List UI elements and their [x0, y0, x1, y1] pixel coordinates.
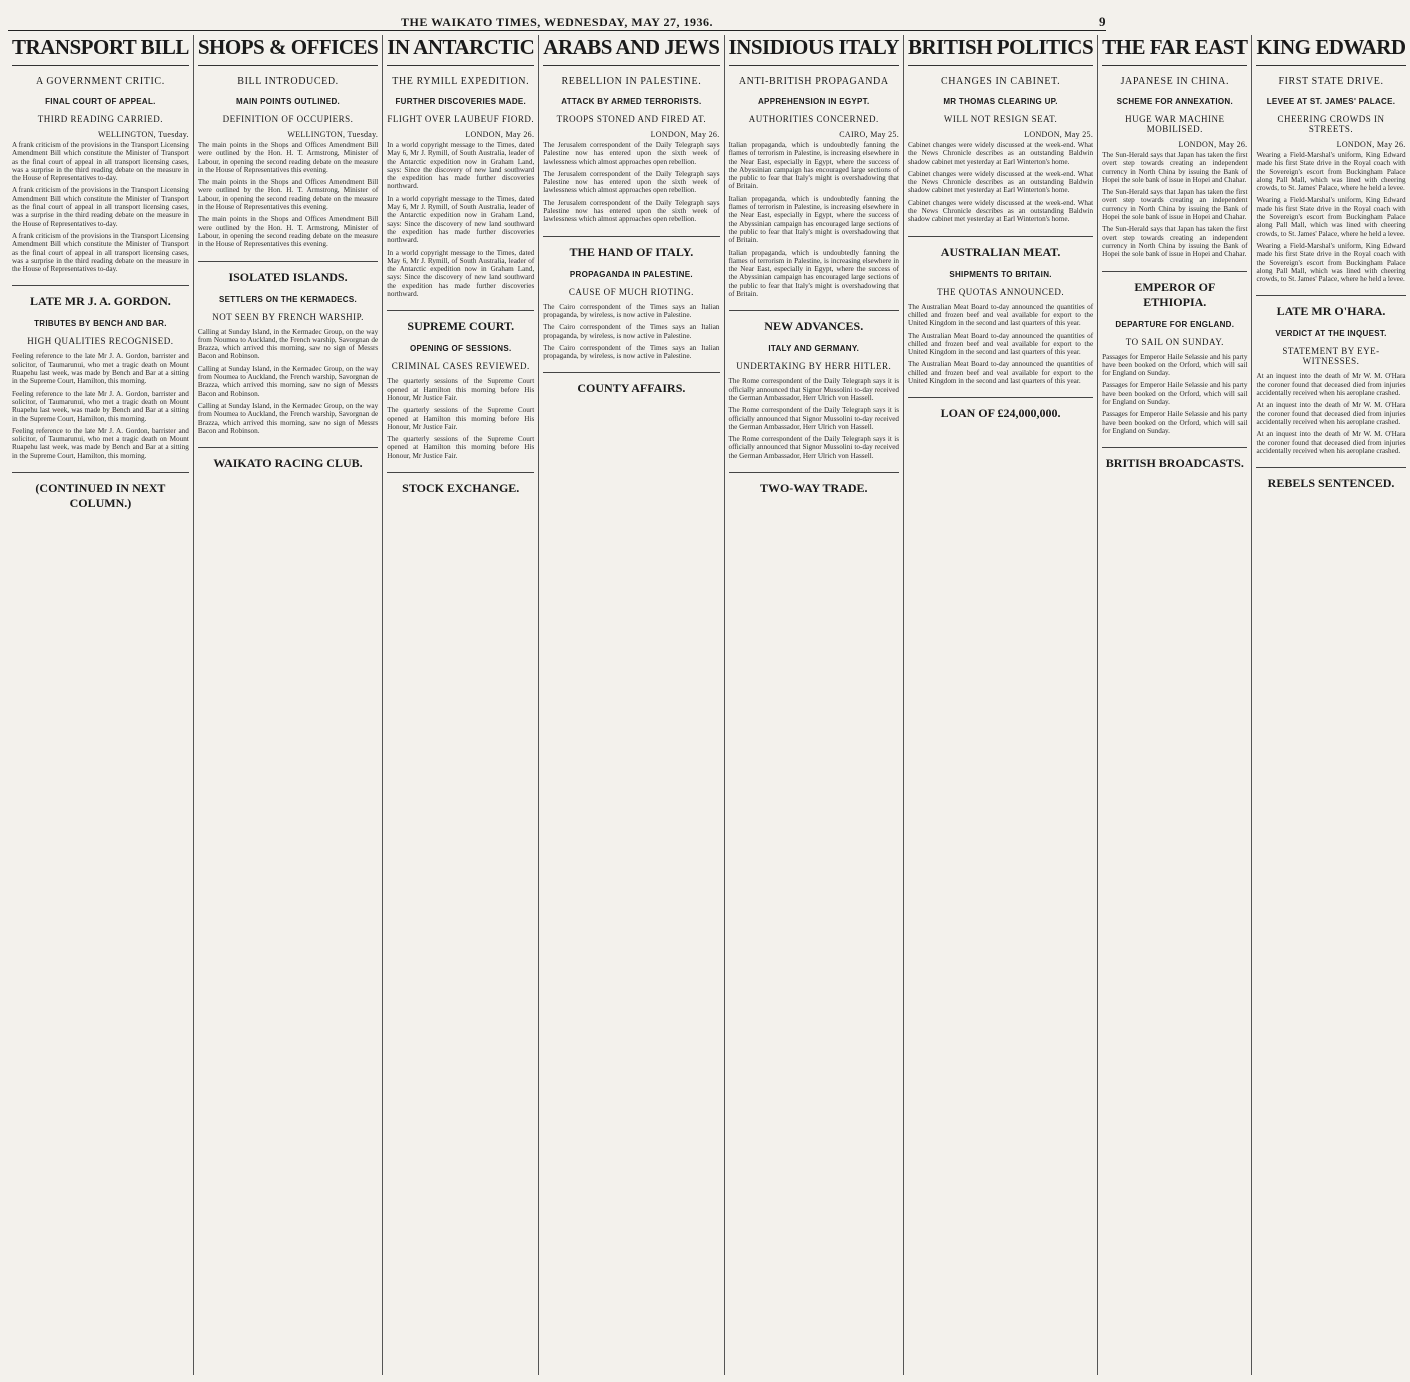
- column-body: Cabinet changes were widely discussed at the week-end. What the News Chronicle describes as an outstanding Baldwin shadow cabinet met yesterday at Earl Winterton's home.: [908, 141, 1094, 166]
- column-footer: (CONTINUED IN NEXT COLUMN.): [12, 472, 189, 511]
- column-dateline: LONDON, May 25.: [1024, 130, 1094, 139]
- story2-body: The Rome correspondent of the Daily Telegraph says it is officially announced that Signor Mussolini to-day received the German Ambassador, Herr Ulrich von Hassell.: [728, 377, 899, 402]
- column-body-repeat: A frank criticism of the provisions in the Transport Licensing Amendment Bill which constitute the Minister of Transport as the final court of appeal in all transport licensing cases, was a surprise in the third reading debate on the measure in the House of Representatives to-day.: [12, 231, 189, 274]
- story2-deck: OPENING OF SESSIONS.: [409, 344, 512, 354]
- article-column: [1098, 35, 1252, 1375]
- story2-deck: DEPARTURE FOR ENGLAND.: [1115, 319, 1235, 329]
- column-deck: BILL INTRODUCED.: [237, 76, 339, 87]
- story2-headline: ISOLATED ISLANDS.: [198, 261, 378, 285]
- story2-body-repeat: Calling at Sunday Island, in the Kermadec Group, on the way from Noumea to Auckland, the French warship, Savorgnan de Brazza, which arrived this morning, saw no sign of Messrs Bacon and Robinson.: [197, 401, 379, 435]
- column-body-repeat: A frank criticism of the provisions in the Transport Licensing Amendment Bill which constitute the Minister of Transport as the final court of appeal in all transport licensing cases, was a surprise in the third reading debate on the measure in the House of Representatives to-day.: [12, 186, 189, 228]
- column-bold-deck: ATTACK BY ARMED TERRORISTS.: [561, 97, 702, 106]
- column-body-repeat: The Sun-Herald says that Japan has taken the first overt step towards creating an independent currency in North China by issuing the Bank of Hopei the sole bank of issue in Hopei and Chahar.: [1102, 188, 1248, 222]
- story2-subhead: HIGH QUALITIES RECOGNISED.: [27, 336, 174, 347]
- column-subhead: DEFINITION OF OCCUPIERS.: [222, 114, 354, 124]
- column-body-repeat: Cabinet changes were widely discussed at the week-end. What the News Chronicle describes as an outstanding Baldwin shadow cabinet met yesterday at Earl Winterton's home.: [908, 198, 1094, 224]
- column-deck: ANTI-BRITISH PROPAGANDA: [738, 76, 889, 87]
- column-body-repeat: In a world copyright message to the Times, dated May 6, Mr J. Rymill, of South Australia, leader of the Antarctic expedition now in Graham Land, says: Since the discovery of new land southward the expedition has made further discoveries northward.: [387, 194, 535, 245]
- story2-headline: NEW ADVANCES.: [729, 310, 900, 334]
- column-body-repeat: The Jerusalem correspondent of the Daily Telegraph says Palestine now has entered upon the sixth week of lawlessness which almost approaches open rebellion.: [543, 198, 720, 224]
- column-dateline: WELLINGTON, Tuesday.: [97, 130, 189, 139]
- story2-body-repeat: Feeling reference to the late Mr J. A. Gordon, barrister and solicitor, of Taumarunui, who met a tragic death on Mount Ruapehu last week, was made by Bench and Bar at a sitting in the Supreme Court, Hamilton, this morning.: [12, 389, 189, 423]
- column-body-repeat: Italian propaganda, which is undoubtedly fanning the flames of terrorism in Palestine, is increasing elsewhere in the Near East, especially in Egypt, where the success of the Abyssinian campaign has encouraged large sections of the public to fear that Italy's might is overshadowing that of Britain.: [728, 194, 899, 245]
- column-bold-deck: MR THOMAS CLEARING UP.: [943, 97, 1058, 106]
- column-bold-deck: MAIN POINTS OUTLINED.: [235, 97, 341, 106]
- column-dateline: LONDON, May 26.: [465, 130, 535, 139]
- column-subhead: TROOPS STONED AND FIRED AT.: [556, 114, 707, 124]
- article-column: [8, 35, 194, 1375]
- article-column: [904, 35, 1098, 1375]
- story2-body-repeat: At an inquest into the death of Mr W. M. O'Hara the coroner found that deceased died from injuries accidentally received when his aeroplane crashed.: [1256, 430, 1406, 455]
- column-body-repeat: The main points in the Shops and Offices Amendment Bill were outlined by the Hon. H. T. Armstrong, Minister of Labour, in opening the second reading debate on the measure in the House of Representatives this evening.: [197, 215, 379, 249]
- story2-body-repeat: The Cairo correspondent of the Times says an Italian propaganda, by wireless, is now active in Palestine.: [543, 323, 720, 340]
- column-headline: BRITISH POLITICS: [908, 35, 1093, 66]
- story2-body-repeat: Passages for Emperor Haile Selassie and his party have been booked on the Orford, which will sail for England on Sunday.: [1102, 381, 1248, 407]
- article-column: [539, 35, 724, 1375]
- story2-body-repeat: The Cairo correspondent of the Times says an Italian propaganda, by wireless, is now active in Palestine.: [543, 343, 720, 361]
- story2-deck: ITALY AND GERMANY.: [768, 344, 860, 354]
- column-deck: A GOVERNMENT CRITIC.: [36, 76, 165, 87]
- column-subhead: HUGE WAR MACHINE MOBILISED.: [1125, 114, 1225, 134]
- article-column: [194, 35, 383, 1375]
- column-body: The Sun-Herald says that Japan has taken the first overt step towards creating an independent currency in North China by issuing the Bank of Hopei the sole bank of issue in Hopei and Chahar.: [1102, 151, 1248, 184]
- column-bold-deck: SCHEME FOR ANNEXATION.: [1116, 97, 1233, 106]
- story2-headline: AUSTRALIAN MEAT.: [908, 236, 1093, 260]
- column-dateline: LONDON, May 26.: [1336, 140, 1406, 149]
- story2-body-repeat: Calling at Sunday Island, in the Kermadec Group, on the way from Noumea to Auckland, the French warship, Savorgnan de Brazza, which arrived this morning, saw no sign of Messrs Bacon and Robinson.: [197, 364, 379, 398]
- story2-subhead: TO SAIL ON SUNDAY.: [1125, 336, 1224, 347]
- column-bold-deck: FURTHER DISCOVERIES MADE.: [395, 97, 527, 106]
- column-bold-deck: APPREHENSION IN EGYPT.: [757, 97, 870, 106]
- story2-body-repeat: The Australian Meat Board to-day announced the quantities of chilled and frozen beef and veal available for export to the United Kingdom in the second and last quarters of this year.: [908, 360, 1094, 386]
- story2-subhead: STATEMENT BY EYE-WITNESSES.: [1282, 346, 1380, 367]
- column-body: The Jerusalem correspondent of the Daily Telegraph says Palestine now has entered upon the sixth week of lawlessness which almost approaches open rebellion.: [543, 141, 720, 166]
- story2-body-repeat: The Australian Meat Board to-day announced the quantities of chilled and frozen beef and veal available for export to the United Kingdom in the second and last quarters of this year.: [908, 331, 1094, 357]
- story2-body-repeat: The Rome correspondent of the Daily Telegraph says it is officially announced that Signor Mussolini to-day received the German Ambassador, Herr Ulrich von Hassell.: [728, 435, 899, 460]
- column-subhead: CHEERING CROWDS IN STREETS.: [1277, 114, 1385, 134]
- column-bold-deck: FINAL COURT OF APPEAL.: [45, 97, 156, 106]
- column-headline: INSIDIOUS ITALY: [729, 35, 900, 66]
- column-body-repeat: Wearing a Field-Marshal's uniform, King Edward made his first State drive in the Royal coach with the Sovereign's escort from Buckingham Palace along Pall Mall, which was lined with cheering crowds, to St. James' Palace, where he held a levee.: [1256, 196, 1406, 238]
- column-body-repeat: The Jerusalem correspondent of the Daily Telegraph says Palestine now has entered upon the sixth week of lawlessness which almost approaches open rebellion.: [543, 169, 720, 195]
- story2-body-repeat: The Rome correspondent of the Daily Telegraph says it is officially announced that Signor Mussolini to-day received the German Ambassador, Herr Ulrich von Hassell.: [728, 406, 899, 431]
- masthead: [8, 8, 1106, 31]
- story2-body-repeat: At an inquest into the death of Mr W. M. O'Hara the coroner found that deceased died from injuries accidentally received when his aeroplane crashed.: [1256, 401, 1406, 426]
- story2-body: The Cairo correspondent of the Times says an Italian propaganda, by wireless, is now active in Palestine.: [543, 302, 720, 319]
- page-number: 9: [1099, 14, 1106, 29]
- column-dateline: WELLINGTON, Tuesday.: [287, 130, 379, 139]
- column-body: The main points in the Shops and Offices Amendment Bill were outlined by the Hon. H. T. Armstrong, Minister of Labour, in opening the second reading debate on the measure in the House of Representatives this evening.: [197, 141, 379, 174]
- column-deck: CHANGES IN CABINET.: [940, 76, 1061, 87]
- article-column: [1252, 35, 1409, 1375]
- column-headline: THE FAR EAST: [1102, 35, 1247, 66]
- column-body-repeat: In a world copyright message to the Times, dated May 6, Mr J. Rymill, of South Australia, leader of the Antarctic expedition now in Graham Land, says: Since the discovery of new land southward the expedition has made further discoveries northward.: [387, 248, 535, 299]
- column-body-repeat: Italian propaganda, which is undoubtedly fanning the flames of terrorism in Palestine, is increasing elsewhere in the Near East, especially in Egypt, where the success of the Abyssinian campaign has encouraged large sections of the public to fear that Italy's might is overshadowing that of Britain.: [728, 248, 899, 299]
- column-body: In a world copyright message to the Times, dated May 6, Mr J. Rymill, of South Australia, leader of the Antarctic expedition now in Graham Land, says: Since the discovery of new land southward the expedition has made further discoveries northward.: [387, 141, 535, 191]
- story2-subhead: THE QUOTAS ANNOUNCED.: [937, 286, 1065, 297]
- column-footer: REBELS SENTENCED.: [1256, 467, 1405, 491]
- column-deck: THE RYMILL EXPEDITION.: [392, 76, 530, 87]
- column-subhead: FLIGHT OVER LAUBEUF FIORD.: [387, 114, 535, 124]
- column-subhead: AUTHORITIES CONCERNED.: [748, 114, 879, 124]
- column-body-repeat: Cabinet changes were widely discussed at the week-end. What the News Chronicle describes as an outstanding Baldwin shadow cabinet met yesterday at Earl Winterton's home.: [908, 169, 1094, 195]
- column-bold-deck: LEVEE AT ST. JAMES' PALACE.: [1266, 97, 1396, 106]
- story2-deck: PROPAGANDA IN PALESTINE.: [569, 269, 693, 279]
- column-dateline: LONDON, May 26.: [650, 130, 720, 139]
- story2-body-repeat: Passages for Emperor Haile Selassie and his party have been booked on the Orford, which will sail for England on Sunday.: [1102, 410, 1248, 435]
- story2-headline: THE HAND OF ITALY.: [543, 236, 719, 260]
- columns-container: [8, 35, 1406, 1375]
- column-subhead: WILL NOT RESIGN SEAT.: [943, 114, 1058, 124]
- story2-subhead: NOT SEEN BY FRENCH WARSHIP.: [212, 311, 364, 322]
- column-deck: REBELLION IN PALESTINE.: [561, 76, 702, 87]
- column-dateline: LONDON, May 26.: [1178, 140, 1248, 149]
- story2-body: The Australian Meat Board to-day announced the quantities of chilled and frozen beef and veal available for export to the United Kingdom in the second and last quarters of this year.: [908, 302, 1094, 328]
- column-body-repeat: The Sun-Herald says that Japan has taken the first overt step towards creating an independent currency in North China by issuing the Bank of Hopei the sole bank of issue in Hopei and Chahar.: [1102, 225, 1248, 259]
- story2-deck: VERDICT AT THE INQUEST.: [1275, 329, 1387, 339]
- column-footer: BRITISH BROADCASTS.: [1102, 447, 1247, 471]
- column-headline: SHOPS & OFFICES: [198, 35, 378, 66]
- story2-headline: LATE MR J. A. GORDON.: [12, 285, 189, 309]
- story2-deck: TRIBUTES BY BENCH AND BAR.: [34, 319, 167, 329]
- article-column: [383, 35, 539, 1375]
- column-dateline: CAIRO, May 25.: [839, 130, 899, 139]
- column-footer: COUNTY AFFAIRS.: [543, 372, 719, 396]
- story2-body: Calling at Sunday Island, in the Kermadec Group, on the way from Noumea to Auckland, the French warship, Savorgnan de Brazza, which arrived this morning, saw no sign of Messrs Bacon and Robinson.: [197, 327, 379, 361]
- column-body-repeat: The main points in the Shops and Offices Amendment Bill were outlined by the Hon. H. T. Armstrong, Minister of Labour, in opening the second reading debate on the measure in the House of Representatives this evening.: [197, 178, 379, 212]
- story2-headline: EMPEROR OF ETHIOPIA.: [1102, 271, 1247, 310]
- story2-deck: SHIPMENTS TO BRITAIN.: [949, 269, 1052, 279]
- story2-subhead: UNDERTAKING BY HERR HITLER.: [736, 361, 892, 372]
- column-subhead: THIRD READING CARRIED.: [37, 114, 164, 124]
- column-body: A frank criticism of the provisions in the Transport Licensing Amendment Bill which constitute the Minister of Transport as the final court of appeal in all transport licensing cases, was a surprise in the third reading debate on the measure in the House of Representatives to-day.: [12, 141, 189, 183]
- story2-subhead: CAUSE OF MUCH RIOTING.: [568, 286, 694, 297]
- column-body: Wearing a Field-Marshal's uniform, King Edward made his first State drive in the Royal coach with the Sovereign's escort from Buckingham Palace along Pall Mall, which was lined with cheering crowds, to St. James' Palace, where he held a levee.: [1256, 151, 1406, 193]
- column-headline: TRANSPORT BILL: [12, 35, 189, 66]
- story2-body-repeat: The quarterly sessions of the Supreme Court opened at Hamilton this morning before His Honour, Mr Justice Fair.: [387, 406, 535, 431]
- story2-body: At an inquest into the death of Mr W. M. O'Hara the coroner found that deceased died from injuries accidentally received when his aeroplane crashed.: [1256, 372, 1406, 398]
- column-body: Italian propaganda, which is undoubtedly fanning the flames of terrorism in Palestine, is increasing elsewhere in the Near East, especially in Egypt, where the success of the Abyssinian campaign has encouraged large sections of the public to fear that Italy's might is overshadowing that of Britain.: [728, 141, 899, 191]
- column-headline: KING EDWARD: [1256, 35, 1405, 66]
- column-footer: STOCK EXCHANGE.: [387, 472, 534, 496]
- column-headline: ARABS AND JEWS: [543, 35, 719, 66]
- column-deck: FIRST STATE DRIVE.: [1278, 76, 1384, 87]
- column-headline: IN ANTARCTIC: [387, 35, 534, 66]
- story2-body: Feeling reference to the late Mr J. A. Gordon, barrister and solicitor, of Taumarunui, who met a tragic death on Mount Ruapehu last week, was made by Bench and Bar at a sitting in the Supreme Court, Hamilton, this morning.: [12, 352, 189, 386]
- story2-headline: SUPREME COURT.: [387, 310, 534, 334]
- column-body-repeat: Wearing a Field-Marshal's uniform, King Edward made his first State drive in the Royal coach with the Sovereign's escort from Buckingham Palace along Pall Mall, which was lined with cheering crowds, to St. James' Palace, where he held a levee.: [1256, 241, 1406, 284]
- story2-headline: LATE MR O'HARA.: [1256, 295, 1405, 319]
- column-footer: WAIKATO RACING CLUB.: [198, 447, 378, 471]
- story2-body: The quarterly sessions of the Supreme Court opened at Hamilton this morning before His Honour, Mr Justice Fair.: [387, 377, 535, 402]
- article-column: [725, 35, 905, 1375]
- story2-body: Passages for Emperor Haile Selassie and his party have been booked on the Orford, which will sail for England on Sunday.: [1102, 352, 1248, 378]
- column-footer: LOAN OF £24,000,000.: [908, 397, 1093, 421]
- column-footer: TWO-WAY TRADE.: [729, 472, 900, 496]
- story2-subhead: CRIMINAL CASES REVIEWED.: [391, 361, 530, 372]
- column-deck: JAPANESE IN CHINA.: [1120, 76, 1230, 87]
- story2-body-repeat: Feeling reference to the late Mr J. A. Gordon, barrister and solicitor, of Taumarunui, who met a tragic death on Mount Ruapehu last week, was made by Bench and Bar at a sitting in the Supreme Court, Hamilton, this morning.: [12, 426, 189, 460]
- story2-deck: SETTLERS ON THE KERMADECS.: [219, 294, 358, 304]
- paper-title: THE WAIKATO TIMES, WEDNESDAY, MAY 27, 1936.: [400, 15, 714, 29]
- story2-body-repeat: The quarterly sessions of the Supreme Court opened at Hamilton this morning before His Honour, Mr Justice Fair.: [387, 435, 535, 460]
